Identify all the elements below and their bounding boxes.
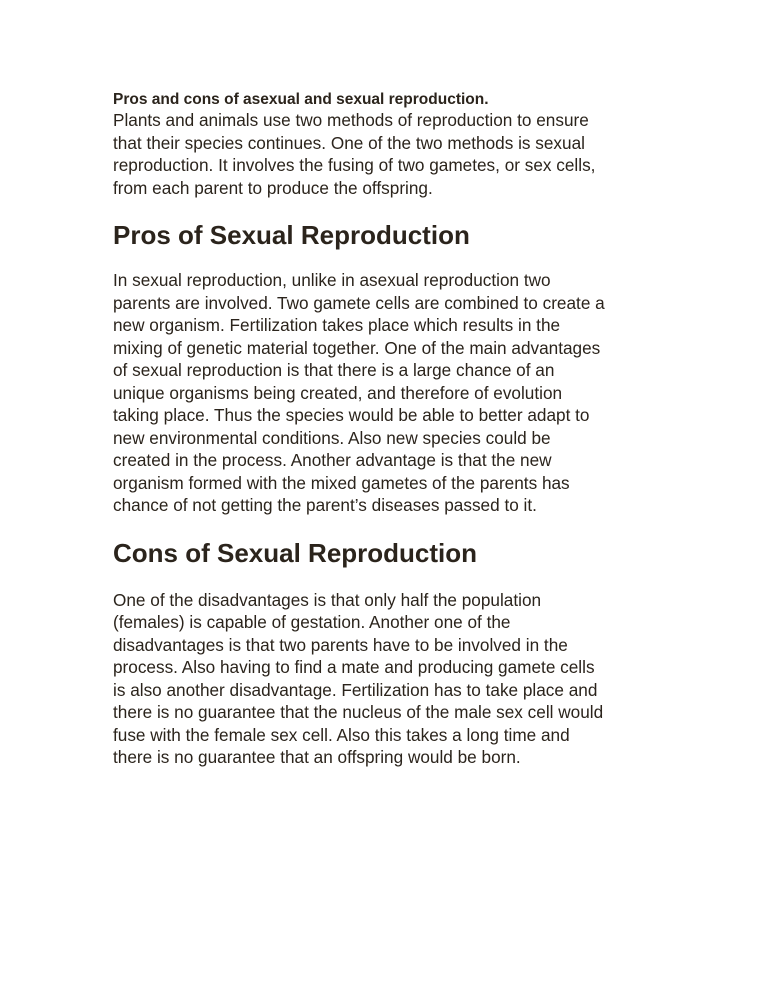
cons-heading: Cons of Sexual Reproduction	[113, 537, 478, 568]
pros-paragraph: In sexual reproduction, unlike in asexual reproduction two parents are involved. Two gamete cells are combined to create a new organism. Fertilization takes place which results in the mixing of genetic material together. One of the main advantages of sexual reproduction is that there is a large chance of an unique organisms being created, and therefore of evolution taking place. Thus the species would be able to better adapt to new environmental conditions. Also new species could be created in the process. Another advantage is that the new organism formed with the mixed gametes of the parents has chance of not getting the parent’s diseases passed to it.	[113, 270, 605, 515]
intro-paragraph: Plants and animals use two methods of reproduction to ensure that their species continues. One of the two methods is sexual reproduction. It involves the fusing of two gametes, or sex cells, from each parent to produce the offspring.	[113, 110, 596, 198]
document-page	[113, 90, 658, 769]
pros-heading: Pros of Sexual Reproduction	[113, 220, 470, 250]
cons-paragraph: One of the disadvantages is that only half the population (females) is capable of gestation. Another one of the disadvantages is that two parents have to be involved in the process. Also having to find a mate and producing gamete cells is also another disadvantage. Fertilization has to take place and there is no guarantee that the nucleus of the male sex cell would fuse with the female sex cell. Also this takes a long time and there is no guarantee that an offspring would be born.	[113, 589, 604, 767]
document-title: Pros and cons of asexual and sexual reproduction.	[113, 91, 489, 108]
